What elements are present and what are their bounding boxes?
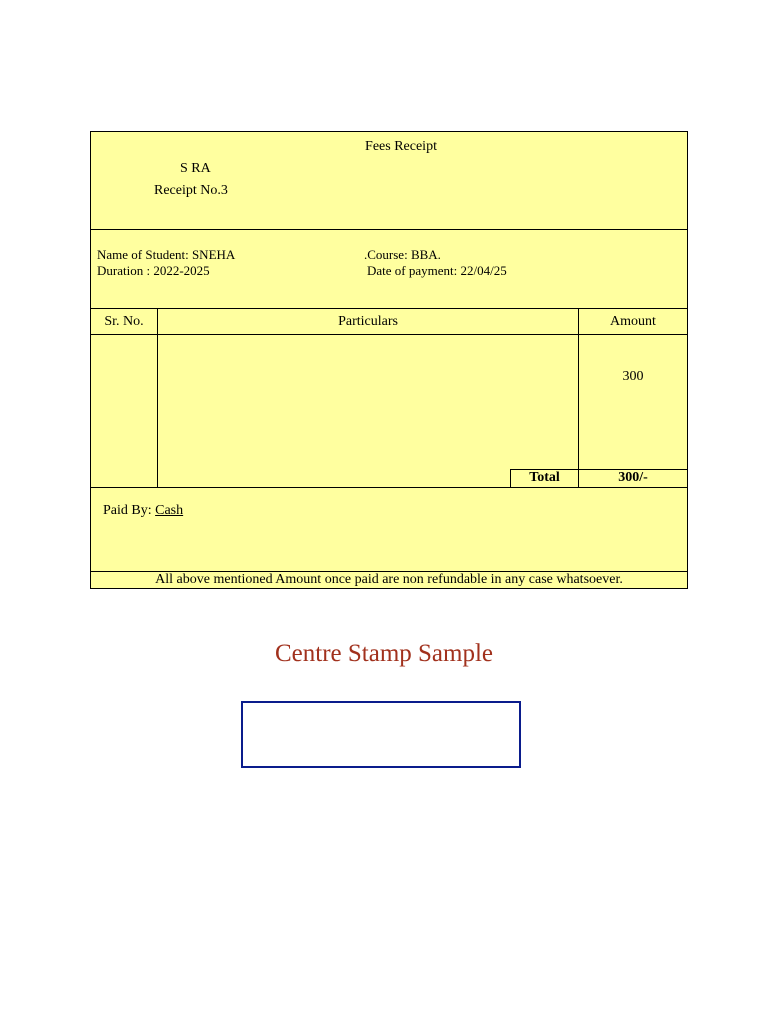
course-name: .Course: BBA. bbox=[364, 247, 441, 262]
student-name: Name of Student: SNEHA bbox=[97, 247, 236, 262]
course-duration: Duration : 2022-2025 bbox=[97, 263, 210, 278]
refund-policy-note: All above mentioned Amount once paid are non refundable in any case whatsoever. bbox=[155, 572, 623, 587]
divider bbox=[91, 308, 687, 309]
column-header-particulars: Particulars bbox=[338, 314, 398, 329]
total-value: 300/- bbox=[618, 470, 648, 485]
divider bbox=[91, 229, 687, 230]
paid-by bbox=[103, 503, 183, 519]
receipt-title: Fees Receipt bbox=[365, 139, 437, 154]
total-label: Total bbox=[529, 470, 560, 485]
column-header-sr-no: Sr. No. bbox=[104, 314, 144, 329]
stamp-title: Centre Stamp Sample bbox=[274, 640, 494, 667]
organization-name: S RA bbox=[180, 161, 211, 176]
divider bbox=[91, 487, 687, 488]
fees-receipt bbox=[90, 131, 688, 589]
paid-by-label: Paid By: bbox=[103, 503, 152, 518]
paid-by-value: Cash bbox=[155, 503, 184, 518]
column-divider bbox=[157, 308, 158, 487]
row-amount: 300 bbox=[622, 369, 644, 384]
column-header-amount: Amount bbox=[610, 314, 656, 329]
payment-date: Date of payment: 22/04/25 bbox=[367, 263, 507, 278]
divider bbox=[91, 334, 687, 335]
receipt-number: Receipt No.3 bbox=[154, 183, 228, 198]
column-divider bbox=[578, 308, 579, 487]
stamp-box bbox=[241, 701, 521, 768]
